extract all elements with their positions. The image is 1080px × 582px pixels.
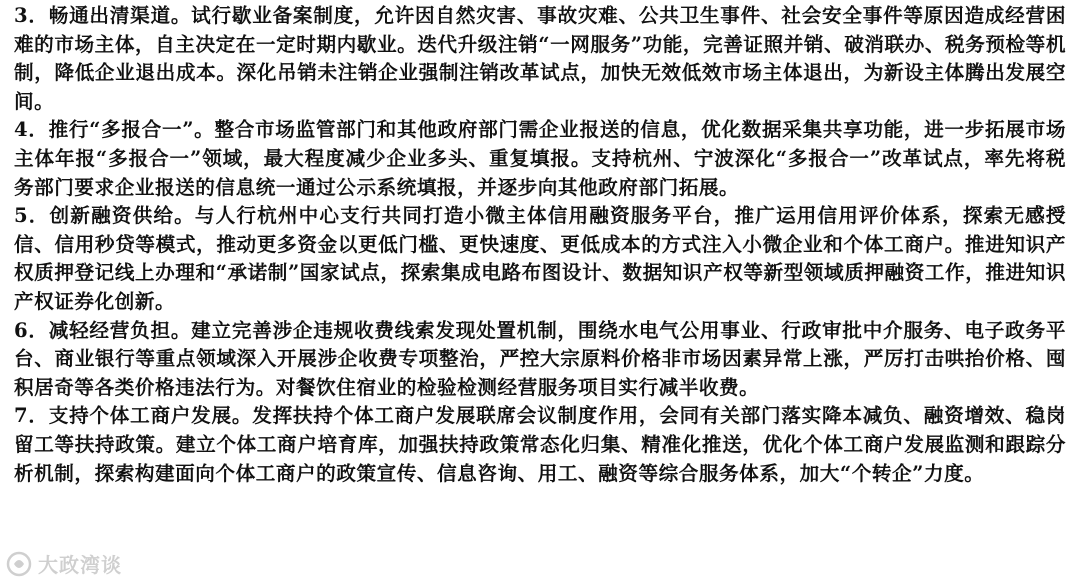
paragraph-5: 5．创新融资供给。与人行杭州中心支行共同打造小微主体信用融资服务平台，推广运用信用评价体系，探索无感授信、信用秒贷等模式，推动更多资金以更低门槛、更快速度、更低成本的方式注入小微企业和个体工商户。推进知识产权质押登记线上办理和“承诺制”国家试点，探索集成电路布图设计、数据知识产权等新型领域质押融资工作，推进知识产权证券化创新。 [14, 204, 1066, 313]
paragraph-3: 3．畅通出清渠道。试行歇业备案制度，允许因自然灾害、事故灾难、公共卫生事件、社会安全事件等原因造成经营困难的市场主体，自主决定在一定时期内歇业。迭代升级注销“一网服务”功能，完善证照并销、破消联办、税务预检等机制，降低企业退出成本。深化吊销未注销企业强制注销改革试点，加快无效低效市场主体退出，为新设主体腾出发展空间。 [14, 4, 1066, 113]
paragraph-7: 7．支持个体工商户发展。发挥扶持个体工商户发展联席会议制度作用，会同有关部门落实降本减负、融资增效、稳岗留工等扶持政策。建立个体工商户培育库，加强扶持政策常态化归集、精准化推送，优化个体工商户发展监测和跟踪分析机制，探索构建面向个体工商户的政策宣传、信息咨询、用工、融资等综合服务体系，加大“个转企”力度。 [14, 404, 1066, 485]
app-logo-icon [6, 551, 32, 577]
watermark-text: 大政湾谈 [38, 553, 122, 577]
paragraph-4: 4．推行“多报合一”。整合市场监管部门和其他政府部门需企业报送的信息，优化数据采集共享功能，进一步拓展市场主体年报“多报合一”领域，最大程度减少企业多头、重复填报。支持杭州、宁波深化“多报合一”改革试点，率先将税务部门要求企业报送的信息统一通过公示系统填报，并逐步向其他政府部门拓展。 [14, 118, 1066, 199]
document-body [0, 2, 1080, 488]
paragraph-6: 6．减轻经营负担。建立完善涉企违规收费线索发现处置机制，围绕水电气公用事业、行政审批中介服务、电子政务平台、商业银行等重点领域深入开展涉企收费专项整治，严控大宗原料价格非市场因素异常上涨，严厉打击哄抬价格、囤积居奇等各类价格违法行为。对餐饮住宿业的检验检测经营服务项目实行减半收费。 [14, 318, 1066, 399]
watermark [6, 549, 122, 578]
